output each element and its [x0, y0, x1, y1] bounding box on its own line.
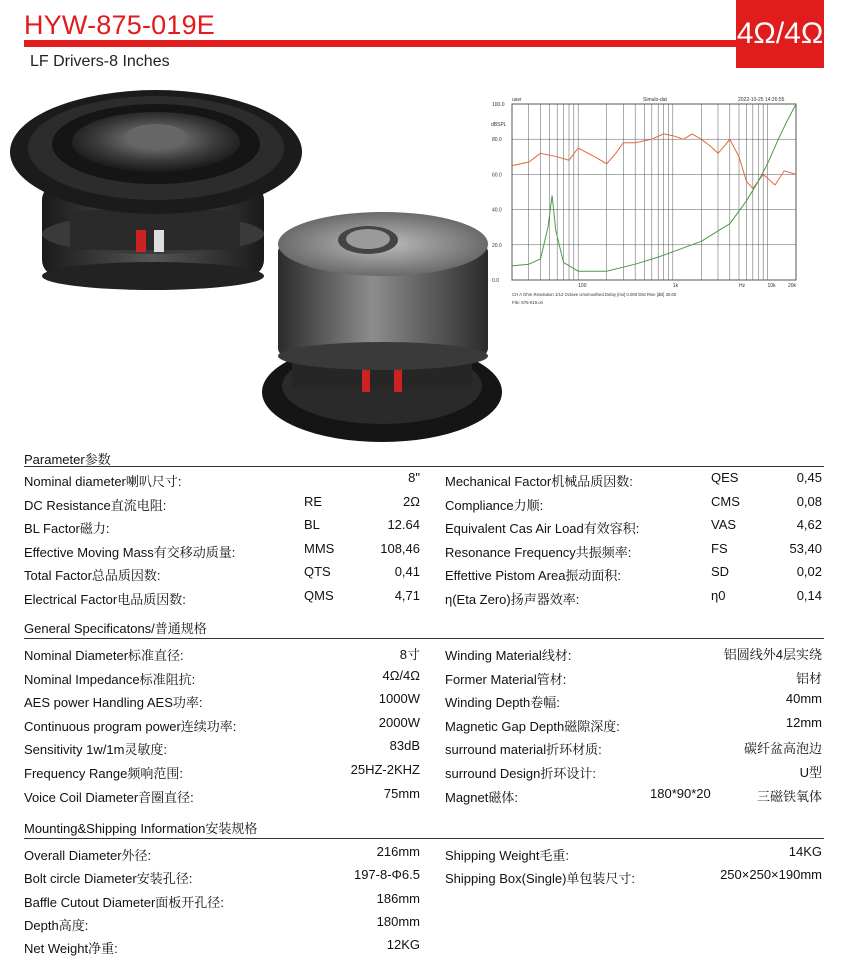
- spec-label: Continuous program power连续功率:: [24, 718, 237, 734]
- param-value: 53,40: [789, 540, 822, 556]
- param-symbol: QTS: [304, 564, 331, 579]
- frequency-response-graph: [488, 92, 802, 314]
- spec-label: Winding Material线材:: [445, 648, 572, 663]
- model-title: HYW-875-019E: [24, 10, 215, 40]
- param-symbol: VAS: [711, 517, 737, 532]
- graph-top-right: 2022-10-25 14:26:55: [738, 97, 785, 103]
- spec-value: 25HZ-2KHZ: [350, 762, 420, 777]
- mounting-heading: Mounting&Shipping Information安装规格: [24, 821, 258, 836]
- param-value: 0,02: [796, 564, 822, 579]
- graph-x-tick-label: 10k: [767, 283, 776, 289]
- mount-value: 14KG: [788, 844, 822, 859]
- param-value: 12.64: [387, 517, 420, 532]
- param-label: Electrical Factor电品质因数:: [24, 591, 186, 607]
- param-label: Nominal diameter喇叭尺寸:: [24, 474, 182, 489]
- spec-value: 三磁铁氧体: [756, 788, 822, 804]
- param-value: 108,46: [380, 540, 420, 556]
- param-symbol: QMS: [304, 587, 334, 603]
- param-symbol: η0: [711, 587, 726, 603]
- param-symbol: FS: [711, 540, 728, 556]
- param-symbol: MMS: [304, 540, 335, 556]
- spec-label: Sensitivity 1w/1m灵敏度:: [24, 742, 168, 758]
- param-value: 4,62: [796, 517, 822, 532]
- graph-top-left: user: [512, 97, 522, 103]
- param-label: Resonance Frequency共振频率:: [445, 544, 632, 560]
- param-symbol: RE: [304, 493, 323, 509]
- general-divider: [24, 638, 824, 639]
- mounting-divider: [24, 838, 824, 839]
- mount-value: 216mm: [376, 844, 420, 859]
- mount-label: Depth高度:: [24, 917, 89, 933]
- param-label: Mechanical Factor机械品质因数:: [445, 474, 633, 489]
- spec-label: surround Design折环设计:: [445, 766, 596, 781]
- spec-label: Voice Coil Diameter音圈直径:: [24, 789, 194, 805]
- param-symbol: SD: [711, 564, 730, 579]
- spec-label: Winding Depth卷幅:: [445, 695, 560, 711]
- param-value: 0,45: [796, 470, 822, 485]
- general-heading: General Specificatons/普通规格: [24, 621, 207, 636]
- param-value: 4,71: [394, 587, 420, 603]
- spec-value: 铝材: [795, 670, 822, 686]
- graph-x-tick-label: 20k: [788, 283, 797, 289]
- graph-file: File: 875-019.ori: [512, 300, 544, 305]
- graph-y-tick-label: 80.0: [492, 137, 502, 144]
- graph-x-tick-label: 100: [578, 283, 587, 289]
- graph-top-center: Simulo-dat: [643, 97, 667, 103]
- speaker-photo-back-view: [258, 208, 508, 454]
- param-value: 8": [408, 470, 420, 485]
- graph-plot-area: [512, 104, 796, 280]
- graph-y-tick-label: 20.0: [492, 242, 502, 249]
- param-label: Effettive Pistom Area振动面积:: [445, 568, 622, 583]
- parameter-divider: [24, 466, 824, 467]
- mount-value: 197-8-Φ6.5: [353, 867, 420, 883]
- header-red-bar: [24, 40, 738, 47]
- spec-value: 40mm: [785, 691, 822, 707]
- graph-y-tick-label: 40.0: [492, 207, 502, 214]
- param-value: 0,41: [394, 564, 420, 579]
- graph-footer: CH A Ohm Resolution 1/12 Octave Unsmoothed Delay [ms] 0.000 Dist Rise [dB] 30.00: [512, 292, 677, 297]
- graph-x-tick-label: Hz: [739, 283, 746, 289]
- graph-y-tick-label: 60.0: [492, 172, 502, 179]
- param-label: Equivalent Cas Air Load有效容积:: [445, 521, 640, 536]
- param-value: 0,14: [796, 587, 822, 603]
- spec-value: 2000W: [378, 714, 420, 730]
- param-label: Total Factor总品质因数:: [24, 568, 161, 583]
- spec-value: 8寸: [399, 647, 420, 662]
- param-label: Effective Moving Mass有交移动质量:: [24, 544, 236, 560]
- mount-value: 186mm: [376, 890, 420, 906]
- mount-label: Net Weight净重:: [24, 941, 118, 957]
- mount-value: 180mm: [376, 913, 420, 929]
- product-subtitle: LF Drivers-8 Inches: [30, 53, 170, 70]
- spec-label: AES power Handling AES功率:: [24, 695, 203, 711]
- mount-label: Overall Diameter外径:: [24, 848, 152, 863]
- param-label: DC Resistance直流电阻:: [24, 497, 167, 513]
- spec-label: Former Material管材:: [445, 671, 567, 687]
- param-value: 2Ω: [403, 493, 420, 509]
- param-symbol: QES: [711, 470, 739, 485]
- spec-label: Nominal Impedance标准阻抗:: [24, 671, 196, 687]
- mount-value: 250×250×190mm: [720, 867, 822, 883]
- impedance-badge: 4Ω/4Ω: [736, 0, 824, 68]
- spec-value: 铝圆线外4层实绕: [723, 647, 822, 662]
- param-symbol: BL: [304, 517, 320, 532]
- spec-value: 83dB: [389, 738, 420, 754]
- param-label: Compliance力顺:: [445, 497, 544, 513]
- mount-value: 12KG: [386, 937, 420, 953]
- parameter-heading: Parameter参数: [24, 452, 111, 467]
- param-label: η(Eta Zero)扬声器效率:: [445, 591, 580, 607]
- spec-value: 75mm: [383, 785, 420, 801]
- graph-x-tick-label: 1k: [672, 283, 679, 289]
- spec-label: Magnetic Gap Depth磁隙深度:: [445, 718, 620, 734]
- spec-value: U型: [799, 765, 822, 780]
- param-label: BL Factor磁力:: [24, 521, 110, 536]
- spec-label: surround material折环材质:: [445, 742, 602, 758]
- spec-value: 1000W: [378, 691, 420, 707]
- spec-mid-value: 180*90*20: [650, 785, 711, 801]
- spec-value: 12mm: [785, 714, 822, 730]
- spec-value: 4Ω/4Ω: [382, 667, 420, 683]
- mount-label: Bolt circle Diameter安装孔径:: [24, 871, 193, 887]
- graph-left-unit: dBSPL: [491, 122, 507, 128]
- mount-label: Baffle Cutout Diameter面板开孔径:: [24, 894, 224, 910]
- mount-label: Shipping Weight毛重:: [445, 848, 570, 863]
- mount-label: Shipping Box(Single)单包装尺寸:: [445, 871, 636, 887]
- spec-label: Nominal Diameter标准直径:: [24, 648, 184, 663]
- graph-y-ticks: [492, 102, 505, 284]
- param-value: 0,08: [796, 493, 822, 509]
- spec-label: Frequency Range频响范围:: [24, 766, 183, 781]
- graph-x-ticks: [578, 283, 796, 289]
- graph-y-tick-label: 0.0: [492, 278, 499, 284]
- spec-value: 碳纤盆高泡边: [743, 741, 822, 757]
- spec-label: Magnet磁体:: [445, 789, 518, 805]
- param-symbol: CMS: [711, 493, 740, 509]
- graph-y-tick-label: 100.0: [492, 102, 505, 108]
